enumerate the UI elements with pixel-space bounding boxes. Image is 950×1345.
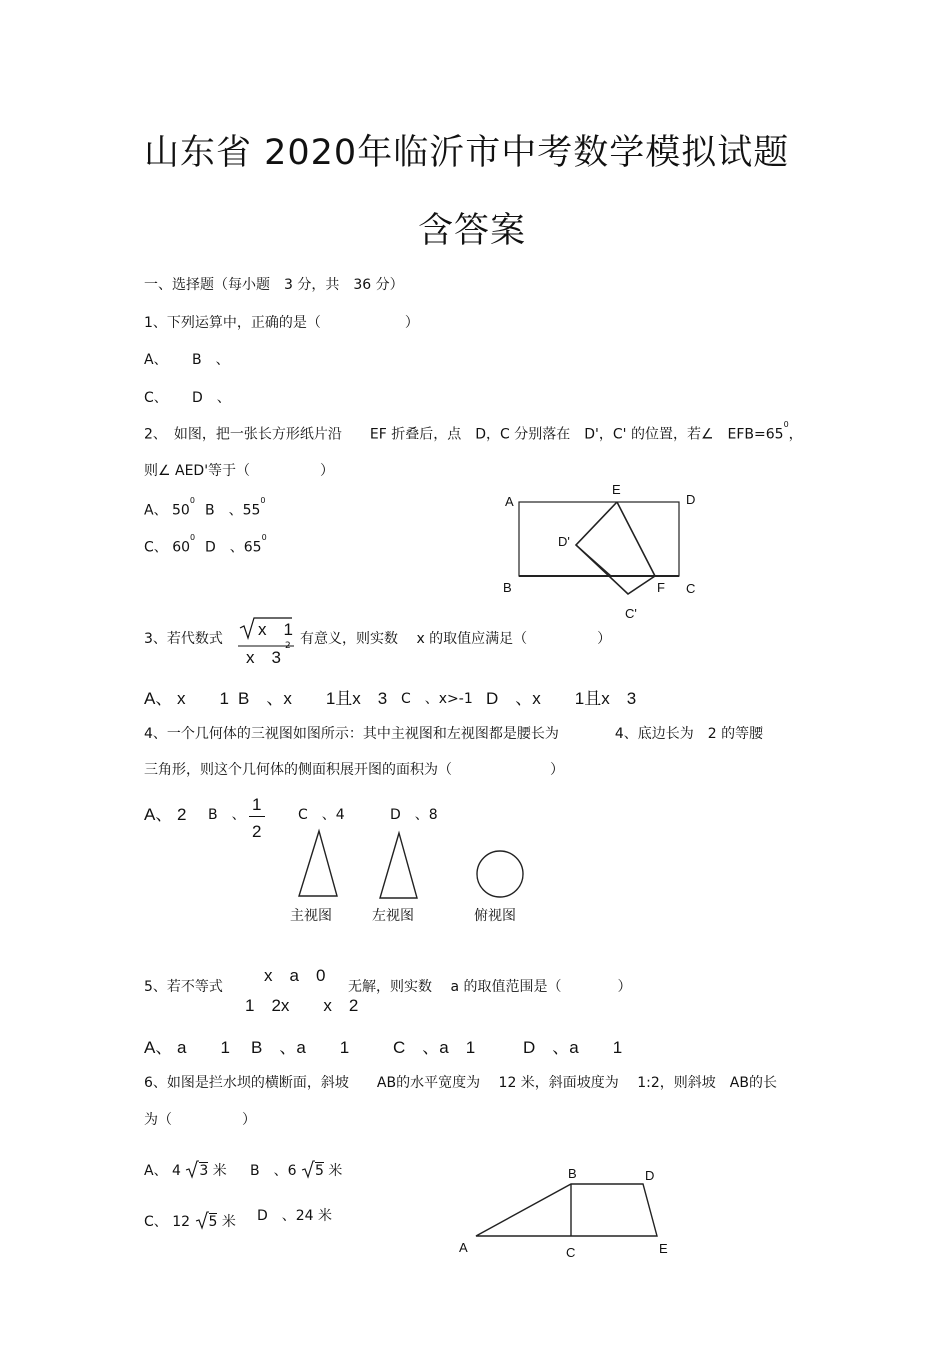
q4-option-d: D 、8 — [390, 807, 438, 823]
q6-option-b: B 、6 5 米 — [250, 1157, 342, 1178]
label-e: E — [659, 1241, 668, 1256]
q4-stem-line-1: 4、一个几何体的三视图如图所示：其中主视图和左视图都是腰长为 4、底边长为 2 的等腰 — [144, 726, 764, 742]
label-d: D — [645, 1168, 655, 1183]
label-e: E — [612, 482, 621, 497]
q4-option-b: B 、 — [208, 807, 246, 823]
label-a: A — [459, 1240, 468, 1255]
label-b: B — [503, 580, 512, 595]
q5-inequality-row-1: x a 0 — [264, 966, 326, 985]
q5-prefix: 5、若不等式 — [144, 979, 223, 995]
label-d-prime: D' — [558, 534, 570, 549]
label-c: C — [686, 581, 696, 596]
q1-option-d: D 、 — [192, 390, 231, 406]
top-view-label: 俯视图 — [474, 908, 516, 924]
title-line-1: 山东省 2020年临沂市中考数学模拟试题 — [144, 133, 790, 173]
q3-prefix: 3、若代数式 — [144, 631, 223, 647]
q3-option-c: C 、x>-1 — [401, 691, 473, 707]
label-c-prime: C' — [625, 606, 637, 621]
q3-denominator: x 3 — [246, 648, 281, 667]
label-b: B — [568, 1166, 577, 1181]
q4-stem-line-2: 三角形，则这个几何体的侧面积展开图的面积为（ ） — [144, 762, 564, 778]
q4-option-b-denominator: 2 — [252, 822, 262, 841]
q4-option-a: A、 2 — [144, 805, 187, 824]
q3-numerator: x 1 — [258, 620, 293, 639]
label-a: A — [505, 494, 514, 509]
q6-option-c: C、 12 5 米 — [144, 1208, 236, 1229]
q5-option-a: A、 a 1 — [144, 1038, 230, 1057]
q6-option-d: D 、24 米 — [257, 1208, 333, 1224]
label-c: C — [566, 1245, 576, 1260]
dam-trapezoid — [476, 1184, 657, 1236]
q3-exponent: 2 — [285, 641, 291, 651]
q5-suffix: 无解，则实数 a 的取值范围是（ ） — [348, 979, 632, 995]
q5-option-d: D 、a 1 — [523, 1038, 623, 1057]
q1-stem: 1、下列运算中，正确的是（ ） — [144, 315, 419, 331]
q4-option-b-numerator: 1 — [252, 795, 262, 814]
q5-inequality-row-2: 1 2x x 2 — [245, 996, 359, 1015]
q6-stem-line-1: 6、如图是拦水坝的横断面，斜坡 AB的水平宽度为 12 米，斜面坡度为 1:2，则斜坡 AB的长 — [144, 1075, 777, 1091]
q2-option-a: A、 $50^0$ — [144, 496, 195, 519]
section-heading: 一、选择题（每小题 3 分，共 36 分） — [144, 277, 404, 293]
q4-option-c: C 、4 — [298, 807, 345, 823]
q1-option-c: C、 — [144, 390, 168, 406]
q2-option-b: B 、$55^0$ — [205, 496, 266, 519]
q2-stem-line-2: 则∠ AED'等于（ ） — [144, 463, 335, 479]
front-view-label: 主视图 — [290, 908, 332, 924]
q2-option-c: C、 $60^0$ — [144, 533, 196, 556]
label-d: D — [686, 492, 696, 507]
q3-option-a: A、 x 1 — [144, 689, 230, 708]
q5-option-c: C 、a 1 — [393, 1038, 476, 1057]
q3-suffix: 有意义，则实数 x 的取值应满足（ ） — [300, 631, 612, 647]
q2-stem-line-1: 2、 如图，把一张长方形纸片沿 EF 折叠后，点 D，C 分别落在 D'，C' 的位置，若∠ $EFB=65^0$， — [144, 420, 803, 443]
q3-option-d: D 、x 1且x 3 — [486, 689, 637, 708]
q6-option-a: A、 4 3 米 — [144, 1157, 227, 1178]
q5-option-b: B 、a 1 — [251, 1038, 350, 1057]
q1-option-b: B 、 — [192, 352, 230, 368]
title-line-2: 含答案 — [418, 211, 527, 251]
q3-option-b: B 、x 1且x 3 — [238, 689, 388, 708]
q6-stem-line-2: 为（ ） — [144, 1112, 256, 1128]
q2-option-d: D 、$65^0$ — [205, 533, 267, 556]
left-view-label: 左视图 — [372, 908, 414, 924]
label-f: F — [657, 580, 665, 595]
q1-option-a: A、 — [144, 352, 168, 368]
